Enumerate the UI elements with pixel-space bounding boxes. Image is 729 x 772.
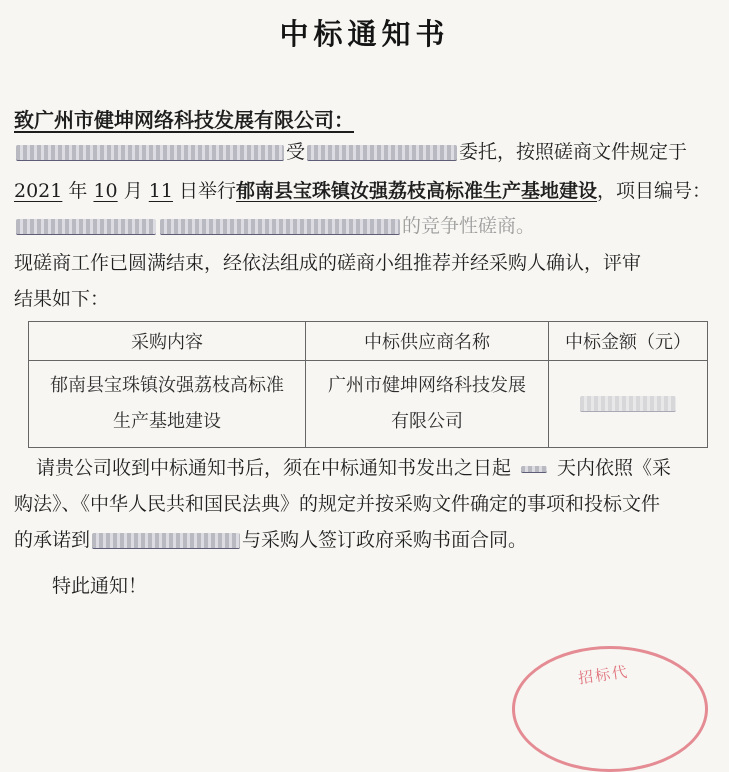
table-row [29,361,708,448]
cell-supplier-name: 广州市健坤网络科技发展 有限公司 [306,361,549,448]
para1-line4: 现磋商工作已圆满结束，经依法组成的磋商小组推荐并经采购人确认，评审 [14,252,642,274]
para1-line1: 受 委托，按照磋商文件规定于 [14,139,687,165]
bid-month: 10 [93,180,118,202]
cell-award-amount [549,361,708,448]
seal-text: 招标代 [577,662,631,688]
para1-line3: 的竞争性磋商。 [14,213,535,239]
redacted-project-number [16,219,156,235]
header-supplier-name: 中标供应商名称 [306,322,549,361]
redacted-location [92,533,240,549]
project-name: 郁南县宝珠镇汝强荔枝高标准生产基地建设 [236,180,598,202]
bid-year: 2021 [14,180,63,202]
redacted-days [521,466,547,473]
redacted-amount [580,396,676,412]
closing-text: 特此通知！ [52,575,148,597]
redacted-purchaser [307,145,457,161]
para2-line3: 的承诺到 与采购人签订政府采购书面合同。 [14,529,528,551]
bid-day: 11 [148,180,173,202]
para1-line5: 结果如下： [14,288,110,310]
para1-line2: 2021 年 10 月 11 日举行郁南县宝珠镇汝强荔枝高标准生产基地建设，项目编号： [14,180,712,202]
redacted-project-number-tail [160,219,400,235]
para2-line1: 请贵公司收到中标通知书后，须在中标通知书发出之日起 天内依照《采 [36,457,672,479]
addressee: 致广州市健坤网络科技发展有限公司： [14,108,354,132]
redacted-agency [16,145,284,161]
award-table [28,321,708,448]
header-award-amount: 中标金额（元） [549,322,708,361]
document-title: 中标通知书 [279,17,450,51]
header-procurement-content: 采购内容 [29,322,306,361]
table-header-row [29,322,708,361]
cell-procurement-content: 郁南县宝珠镇汝强荔枝高标准 生产基地建设 [29,361,306,448]
para2-line2: 购法》、《中华人民共和国民法典》的规定并按采购文件确定的事项和投标文件 [14,493,661,515]
